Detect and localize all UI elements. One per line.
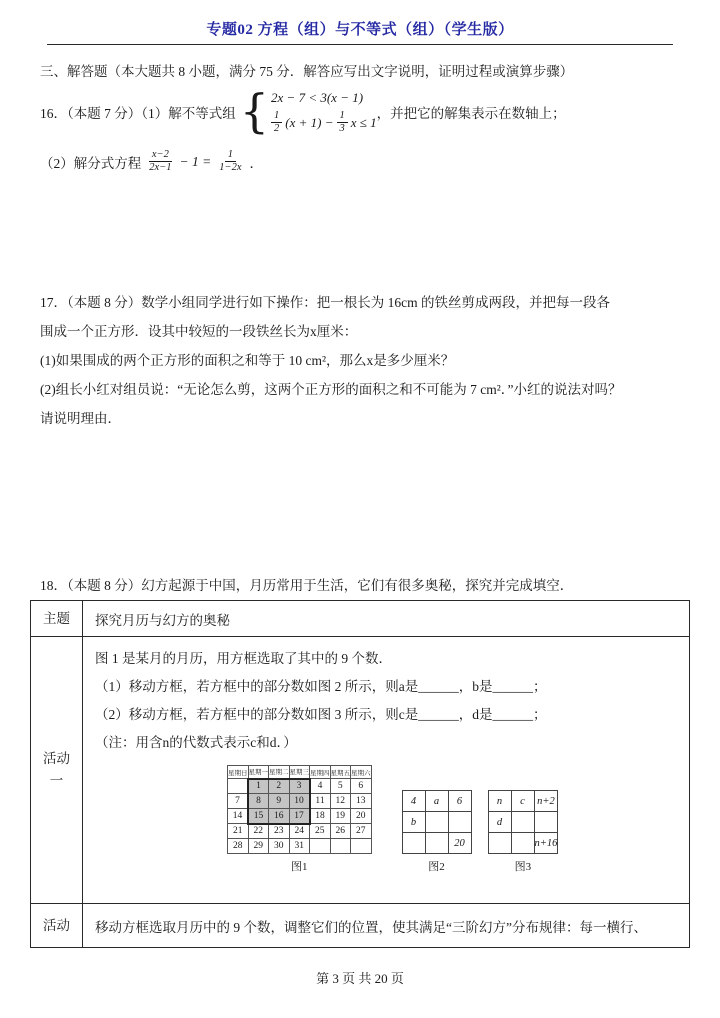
- calendar-header-cell: 星期日: [228, 766, 249, 779]
- grid-cell: 10: [289, 794, 310, 809]
- grid-cell: [425, 833, 448, 854]
- grid-cell: 5: [330, 779, 351, 794]
- fraction-one-third: [337, 110, 348, 135]
- question-18-intro: 18．（本题 8 分）幻方起源于中国，月历常用于生活，它们有很多奥秘，探究并完成填空．: [40, 578, 574, 593]
- grid-cell: 3: [289, 779, 310, 794]
- grid-cell: 27: [351, 824, 372, 839]
- grid-table: [227, 765, 372, 854]
- calendar-header-cell: 星期四: [310, 766, 331, 779]
- activity1-row: [31, 637, 690, 904]
- grid-cell: 20: [351, 809, 372, 824]
- grid-cell: 8: [248, 794, 269, 809]
- inequality-2: [271, 110, 377, 135]
- grid-cell: 16: [269, 809, 290, 824]
- grid-cell: [351, 839, 372, 854]
- fraction-denominator: 1−2x: [219, 162, 242, 174]
- grid-cell: 4: [402, 791, 425, 812]
- grid-cell: 25: [310, 824, 331, 839]
- grid-cell: [330, 839, 351, 854]
- grid-cell: 28: [228, 839, 249, 854]
- grid-cell: [448, 812, 471, 833]
- grid-cell: 12: [330, 794, 351, 809]
- fraction-denominator: 2x−1: [149, 162, 172, 174]
- page-title: 专题02 方程（组）与不等式（组）（学生版）: [206, 22, 514, 38]
- q17-part2-cont: 请说明理由．: [40, 411, 121, 426]
- activity-table: [30, 600, 690, 948]
- q16-part1: [40, 83, 686, 138]
- grid-cell: 15: [248, 809, 269, 824]
- figures-row: [227, 765, 677, 874]
- grid-cell: 23: [269, 824, 290, 839]
- grid-cell: 30: [269, 839, 290, 854]
- figure-3: [488, 790, 559, 874]
- q16-tail: ，并把它的解集表示在数轴上；: [376, 105, 566, 121]
- grid-cell: 17: [289, 809, 310, 824]
- grid-cell: [402, 833, 425, 854]
- fraction-right: [216, 149, 244, 174]
- fraction-denominator: 2: [274, 123, 280, 135]
- theme-label: 主题: [31, 601, 83, 637]
- grid-cell: [488, 833, 511, 854]
- inequality-1: 2x − 7 < 3(x − 1): [271, 90, 364, 105]
- calendar-header-cell: 星期二: [269, 766, 290, 779]
- theme-content: 探究月历与幻方的奥秘: [83, 601, 690, 637]
- figure3-grid: [488, 790, 559, 854]
- figure-2: [402, 790, 472, 874]
- inequality-2-mid: (x + 1) −: [285, 115, 334, 131]
- grid-cell: 11: [310, 794, 331, 809]
- figure2-caption: 图2: [428, 861, 445, 873]
- inequality-2-tail: x ≤ 1: [350, 115, 377, 131]
- question-16: [40, 83, 686, 174]
- figure2-grid: [402, 790, 472, 854]
- grid-cell: 29: [248, 839, 269, 854]
- grid-cell: 22: [248, 824, 269, 839]
- grid-cell: n+16: [534, 833, 558, 854]
- q16-part2-lead: （2）解分式方程: [40, 155, 142, 171]
- activity1-line2: （1）移动方框，若方框中的部分数如图 2 所示，则a是______，b是______；: [95, 679, 547, 694]
- grid-cell: 18: [310, 809, 331, 824]
- grid-cell: 7: [228, 794, 249, 809]
- activity2-row: [31, 904, 690, 948]
- page-footer: 第 3 页 共 20 页: [316, 971, 404, 986]
- fraction-numerator: 1: [271, 110, 282, 123]
- q17-part2: (2)组长小红对组员说：“无论怎么剪，这两个正方形的面积之和不可能为 7 cm²．”小红的说法对吗？: [40, 382, 622, 397]
- grid-cell: 26: [330, 824, 351, 839]
- grid-cell: [511, 833, 534, 854]
- q17-line2: 围成一个正方形．设其中较短的一段铁丝长为x厘米：: [40, 324, 358, 339]
- grid-cell: a: [425, 791, 448, 812]
- grid-cell: 21: [228, 824, 249, 839]
- activity2-content: 移动方框选取月历中的 9 个数，调整它们的位置，使其满足“三阶幻方”分布规律：每一横行、: [83, 904, 690, 948]
- header-divider: [47, 44, 673, 45]
- activity1-line1: 图 1 是某月的月历，用方框选取了其中的 9 个数．: [95, 651, 392, 666]
- grid-cell: 20: [448, 833, 471, 854]
- grid-cell: [534, 812, 558, 833]
- calendar-grid: [227, 765, 372, 854]
- fraction-numerator: 1: [337, 110, 348, 123]
- grid-cell: [511, 812, 534, 833]
- grid-cell: d: [488, 812, 511, 833]
- q16-lead: 16．（本题 7 分）（1）解不等式组: [40, 105, 236, 121]
- grid-cell: c: [511, 791, 534, 812]
- grid-cell: 1: [248, 779, 269, 794]
- grid-cell: 6: [448, 791, 471, 812]
- theme-row: [31, 601, 690, 637]
- grid-cell: 2: [269, 779, 290, 794]
- calendar-header-cell: 星期五: [330, 766, 351, 779]
- grid-cell: 4: [310, 779, 331, 794]
- figure1-caption: 图1: [291, 861, 308, 873]
- activity2-label: 活动: [31, 904, 83, 948]
- figure3-caption: 图3: [514, 861, 532, 873]
- activity1-label: 活动一: [31, 637, 83, 904]
- grid-table: [488, 790, 559, 854]
- grid-cell: 14: [228, 809, 249, 824]
- grid-table: [402, 790, 472, 854]
- grid-cell: [310, 839, 331, 854]
- fraction-numerator: x−2: [149, 149, 172, 162]
- calendar-header-cell: 星期三: [289, 766, 310, 779]
- q16-part2: [40, 149, 686, 174]
- inequality-system: [271, 88, 377, 135]
- grid-cell: [228, 779, 249, 794]
- grid-cell: [425, 812, 448, 833]
- grid-cell: 13: [351, 794, 372, 809]
- grid-cell: 9: [269, 794, 290, 809]
- q17-line1: 17．（本题 8 分）数学小组同学进行如下操作：把一根长为 16cm 的铁丝剪成两段，并把每一段各: [40, 295, 610, 310]
- activity1-line3: （2）移动方框，若方框中的部分数如图 3 所示，则c是______，d是______；: [95, 707, 547, 722]
- fraction-numerator: 1: [225, 149, 236, 162]
- grid-cell: b: [402, 812, 425, 833]
- question-17: [40, 288, 686, 433]
- grid-cell: 24: [289, 824, 310, 839]
- fraction-denominator: 3: [339, 123, 345, 135]
- grid-cell: n+2: [534, 791, 558, 812]
- fraction-one-half: [271, 110, 282, 135]
- grid-cell: 31: [289, 839, 310, 854]
- q17-part1: (1)如果围成的两个正方形的面积之和等于 10 cm²，那么x是多少厘米？: [40, 353, 455, 368]
- grid-cell: 19: [330, 809, 351, 824]
- equation-period: ．: [249, 155, 263, 171]
- fraction-left: [146, 149, 174, 174]
- grid-cell: 6: [351, 779, 372, 794]
- section-heading: 三、解答题（本大题共 8 小题，满分 75 分．解答应写出文字说明，证明过程或演算步骤）: [40, 64, 574, 79]
- calendar-figure: [227, 765, 372, 874]
- equation-middle: − 1 =: [179, 153, 212, 169]
- activity1-content: [83, 637, 690, 904]
- grid-cell: n: [488, 791, 511, 812]
- system-brace-icon: {: [239, 83, 270, 138]
- calendar-header-cell: 星期一: [248, 766, 269, 779]
- activity1-line4: （注：用含n的代数式表示c和d．）: [95, 735, 297, 750]
- calendar-header-cell: 星期六: [351, 766, 372, 779]
